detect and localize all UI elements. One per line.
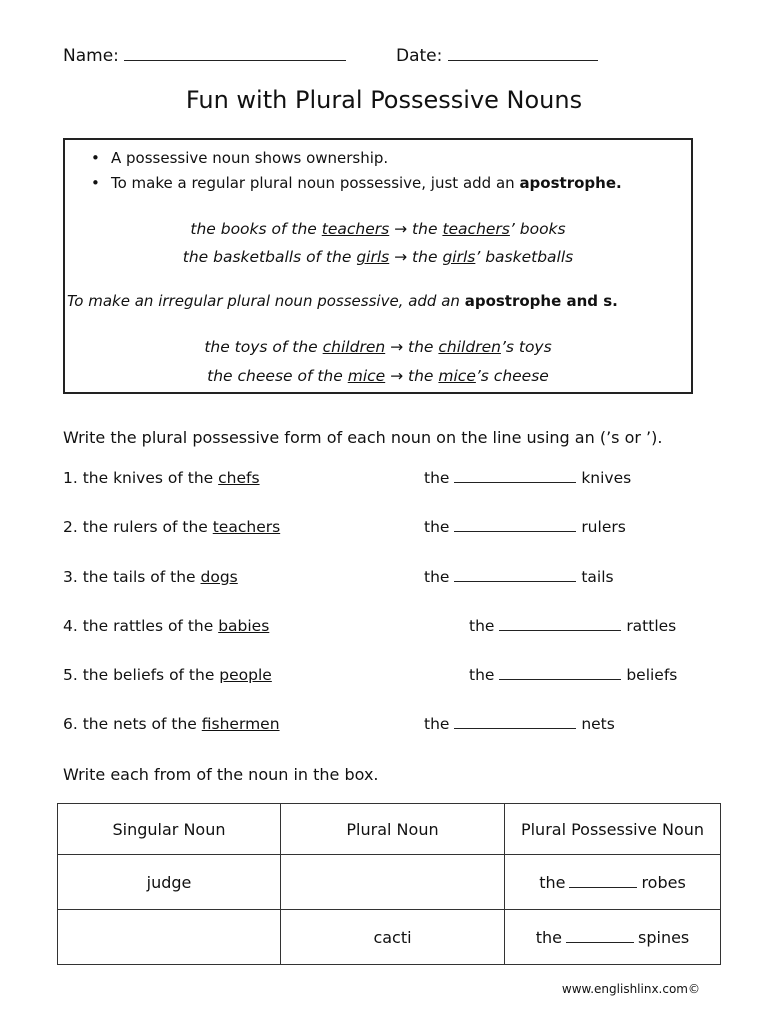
rules-bullets: [89, 146, 622, 196]
bullet-item: [89, 146, 622, 171]
bullet-text: To make a regular plural noun possessive, just add an: [111, 174, 515, 192]
answer-blank[interactable]: [566, 930, 634, 943]
possessive-cell[interactable]: the spines: [505, 910, 721, 965]
answer-line[interactable]: the rulers: [424, 518, 626, 536]
question-item: 3. the tails of the dogs: [63, 568, 238, 586]
question-item: 4. the rattles of the babies: [63, 617, 270, 635]
answer-line[interactable]: the rattles: [469, 617, 677, 635]
table-header-row: [58, 804, 721, 855]
singular-cell[interactable]: [58, 910, 281, 965]
answer-line[interactable]: the knives: [424, 469, 632, 487]
footer-credit: www.englishlinx.com©: [561, 982, 700, 996]
question-item: 5. the beliefs of the people: [63, 666, 272, 684]
example-line: the basketballs of the girls → the girls’ basketballs: [182, 248, 574, 266]
singular-cell[interactable]: judge: [58, 855, 281, 910]
question-item: 2. the rulers of the teachers: [63, 518, 281, 536]
possessive-cell[interactable]: the robes: [505, 855, 721, 910]
question-item: 6. the nets of the fishermen: [63, 715, 280, 733]
answer-blank[interactable]: [499, 667, 621, 680]
answer-blank[interactable]: [454, 470, 576, 483]
answer-blank[interactable]: [454, 519, 576, 532]
date-line[interactable]: [448, 48, 598, 61]
name-line[interactable]: [124, 48, 346, 61]
answer-line[interactable]: the nets: [424, 715, 615, 733]
answer-blank[interactable]: [454, 569, 576, 582]
bullet-text: A possessive noun shows ownership.: [111, 149, 389, 167]
example-line: the cheese of the mice → the mice’s cheese: [207, 367, 549, 385]
answer-line[interactable]: the beliefs: [469, 666, 678, 684]
exercise2-instruction: Write each from of the noun in the box.: [63, 765, 379, 784]
bullet-item: [89, 171, 622, 196]
bullet-bold: apostrophe.: [519, 174, 622, 192]
column-header: Plural Noun: [281, 804, 505, 855]
rules-box: [63, 138, 693, 394]
column-header: Plural Possessive Noun: [505, 804, 721, 855]
column-header: Singular Noun: [58, 804, 281, 855]
answer-blank[interactable]: [569, 875, 637, 888]
example-line: the toys of the children → the children’s toys: [204, 338, 552, 356]
question-item: 1. the knives of the chefs: [63, 469, 260, 487]
plural-cell[interactable]: cacti: [281, 910, 505, 965]
name-label: Name:: [63, 46, 125, 66]
page-title: Fun with Plural Possessive Nouns: [185, 86, 583, 114]
plural-cell[interactable]: [281, 855, 505, 910]
irregular-rule: To make an irregular plural noun possessive, add an apostrophe and s.: [67, 292, 618, 310]
exercise1-instruction: Write the plural possessive form of each noun on the line using an (’s or ’).: [63, 428, 663, 447]
noun-table: [57, 803, 721, 965]
answer-line[interactable]: the tails: [424, 568, 614, 586]
name-field[interactable]: [63, 46, 346, 66]
example-line: the books of the teachers → the teachers’ books: [190, 220, 566, 238]
table-row: [58, 855, 721, 910]
answer-blank[interactable]: [499, 618, 621, 631]
table-row: [58, 910, 721, 965]
answer-blank[interactable]: [454, 716, 576, 729]
date-field[interactable]: [396, 46, 598, 66]
date-label: Date:: [396, 46, 448, 66]
